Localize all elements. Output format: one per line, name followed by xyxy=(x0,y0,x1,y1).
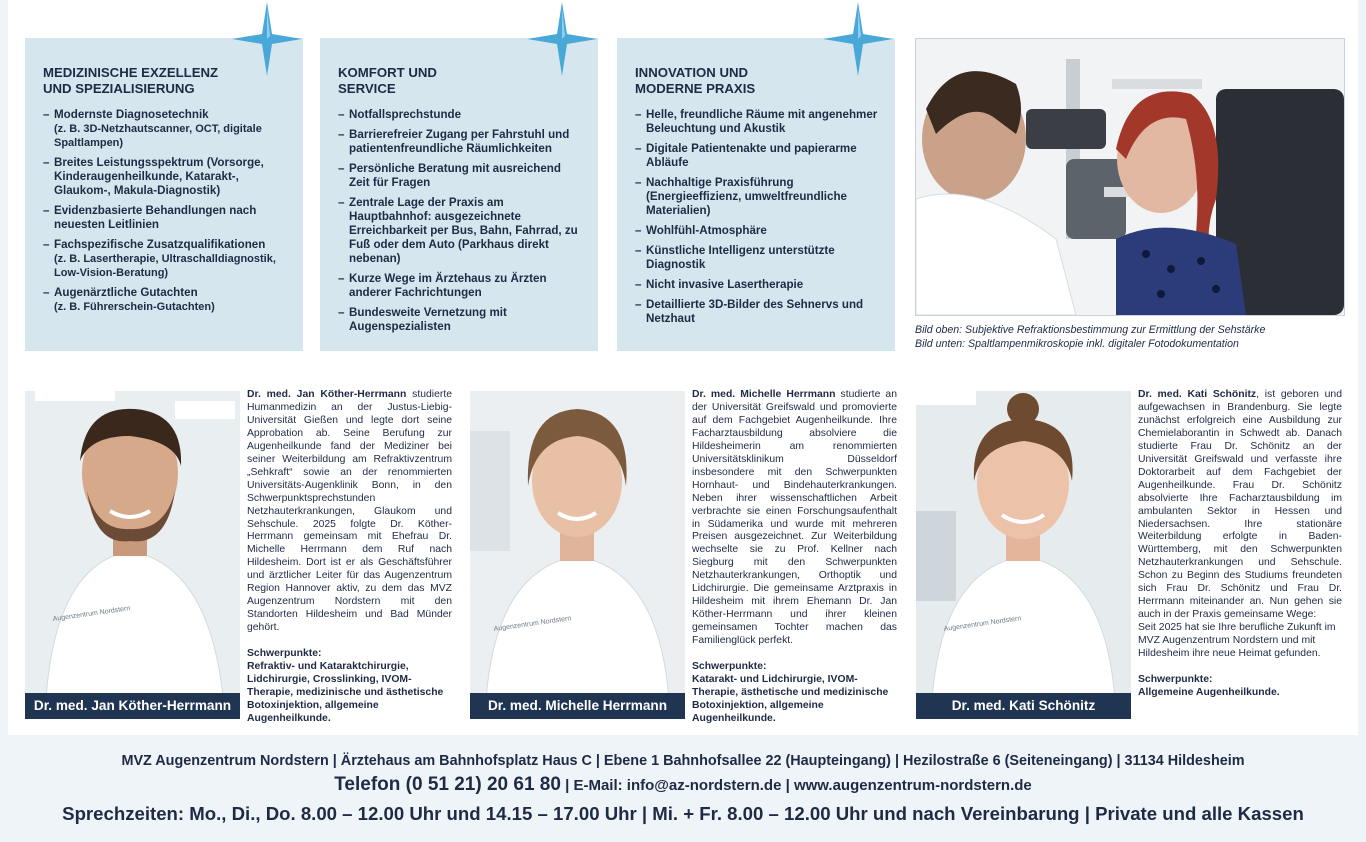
footer-hours: Sprechzeiten: Mo., Di., Do. 8.00 – 12.00 Uhr und 14.15 – 17.00 Uhr | Mi. + Fr. 8.00 – 12.00 Uhr und nach Vereinbarung | Private und alle Kassen xyxy=(62,803,1304,824)
focus-text: Allgemeine Augenheilkunde. xyxy=(1138,686,1280,698)
footer-address: MVZ Augenzentrum Nordstern | Ärztehaus am Bahnhofsplatz Haus C | Ebene 1 Bahnhofsallee 22 (Haupteingang) | Hezilostraße 6 (Seiteneingang) | 31134 Hildesheim xyxy=(121,753,1245,769)
feature-box-excellence xyxy=(25,38,303,351)
doctor-card xyxy=(470,391,685,719)
feature-item: – Notfallsprechstunde xyxy=(338,108,584,122)
feature-box-comfort xyxy=(320,38,598,351)
svg-text:Augenzentrum Nordstern: Augenzentrum Nordstern xyxy=(493,615,572,633)
doctor-portrait xyxy=(470,391,685,719)
feature-title: MEDIZINISCHE EXZELLENZ UND SPEZIALISIERUNG xyxy=(43,65,219,96)
feature-item: – Fachspezifische Zusatzqualifikationen (z. B. Lasertherapie, Ultraschalldiagnostik, Low-Vision-Beratung) xyxy=(43,238,289,280)
four-point-star-icon xyxy=(823,2,893,76)
svg-text:Augenzentrum Nordstern: Augenzentrum Nordstern xyxy=(52,605,131,623)
exam-photo xyxy=(915,38,1345,316)
doctor-bio: Dr. med. Michelle Herrmann studierte an der Universität Greifswald und promovierte auf dem Fachgebiet Augenheilkunde. Ihre Facharztausbildung absolviere die Hildesheimerin am renommierten Universitätsklinikum Düsseldorf insbesondere mit den Schwerpunkten Hornhaut- und Bindehauterkrankungen. Neben ihrer wissenschaftlichen Arbeit verbrachte sie einen Forschungsaufenthalt in Südamerika und wurde mit mehreren Preisen ausgezeichnet. Zur Weiterbildung wechselte sie zu Prof. Kellner nach Siegburg mit den Schwerpunkten Netzhauterkrankungen, Orthoptik und Lidchirurgie. Die gemeinsame Arztpraxis in Hildesheim mit ihrem Ehemann Dr. Jan Köther-Herrmann und ihrer kleinen gemeinsamen Tochter machen das Familienglück perfekt. Schwerpunkte: Katarakt- und Lidchirurgie, IVOM-Therapie, ästhetische und medizinische Botoxinjektion, allgemeine Augenheilkunde. xyxy=(692,389,897,724)
doctor-portrait xyxy=(25,391,240,719)
focus-heading: Schwerpunkte: xyxy=(1138,674,1213,686)
four-point-star-icon xyxy=(527,2,597,76)
doctor-card xyxy=(916,391,1131,719)
feature-item: – Persönliche Beratung mit ausreichend Zeit für Fragen xyxy=(338,162,584,190)
feature-list xyxy=(43,108,289,314)
feature-title: INNOVATION UND MODERNE PRAXIS xyxy=(635,65,756,96)
feature-item: – Kurze Wege im Ärztehaus zu Ärzten anderer Fachrichtungen xyxy=(338,272,584,300)
slit-lamp-exam-image xyxy=(916,39,1344,315)
doctor-card xyxy=(25,391,240,719)
photo-caption: Bild oben: Subjektive Refraktionsbestimmung zur Ermittlung der Sehstärke Bild unten: Spaltlampenmikroskopie inkl. digitaler Fotodokumentation xyxy=(915,324,1266,350)
feature-box-innovation xyxy=(617,38,895,351)
doctor-nameplate: Dr. med. Kati Schönitz xyxy=(916,693,1131,719)
feature-item: – Wohlfühl-Atmosphäre xyxy=(635,224,881,238)
feature-item: – Nicht invasive Lasertherapie xyxy=(635,278,881,292)
four-point-star-icon xyxy=(232,2,302,76)
feature-item: – Nachhaltige Praxisführung (Energieeffizienz, umweltfreundliche Materialien) xyxy=(635,176,881,218)
focus-heading: Schwerpunkte: xyxy=(247,648,322,660)
focus-text: Katarakt- und Lidchirurgie, IVOM-Therapie, ästhetische und medizinische Botoxinjektion, allgemeine Augenheilkunde. xyxy=(692,674,889,724)
feature-item: – Künstliche Intelligenz unterstützte Diagnostik xyxy=(635,244,881,272)
feature-item: – Helle, freundliche Räume mit angenehmer Beleuchtung und Akustik xyxy=(635,108,881,136)
doctor-bio: Dr. med. Kati Schönitz, ist geboren und aufgewachsen in Brandenburg. Sie legte zunächst erfolgreich eine Ausbildung zur Chemielaborantin in Schwedt ab. Danach studierte Frau Dr. Schönitz an der Universität Greifswald und verfasste ihre Doktorarbeit auf dem Fachgebiet der Augenheilkunde. Frau Dr. Schönitz absolvierte Ihre Facharztausbildung im ambulanten Sektor in Hessen und Niedersachsen. Ihre stationäre Weiterbildung erfolgte in Baden-Württemberg, mit den Schwerpunkten Netzhauterkrankungen und Sehschule. Schon zu Beginn des Studiums freundeten sich Frau Dr. Schönitz und Frau Dr. Herrmann miteinander an. Nun gehen sie auch in der Praxis gemeinsame Wege: Seit 2025 hat sie Ihre berufliche Zukunft im MVZ Augenzentrum Nordstern und mit Hildesheim ihre neue Heimat gefunden. Schwerpunkte: Allgemeine Augenheilkunde. xyxy=(1138,389,1342,698)
footer-phone: Telefon (0 51 21) 20 61 80 xyxy=(334,774,561,795)
doctor-portrait xyxy=(916,391,1131,719)
svg-text:Augenzentrum Nordstern: Augenzentrum Nordstern xyxy=(943,615,1022,633)
feature-list xyxy=(338,108,584,334)
feature-item: – Bundesweite Vernetzung mit Augenspezialisten xyxy=(338,306,584,334)
feature-item: – Barrierefreier Zugang per Fahrstuhl und patientenfreundliche Räumlichkeiten xyxy=(338,128,584,156)
feature-item: – Detaillierte 3D-Bilder des Sehnervs und Netzhaut xyxy=(635,298,881,326)
feature-list xyxy=(635,108,881,326)
footer-contact xyxy=(0,774,1366,796)
focus-text: Refraktiv- und Kataraktchirurgie, Lidchirurgie, Crosslinking, IVOM-Therapie, medizinische und ästhetische Botoxinjektion, allgemeine Augenheilkunde. xyxy=(247,661,444,724)
feature-item: – Zentrale Lage der Praxis am Hauptbahnhof: ausgezeichnete Erreichbarkeit per Bus, Bahn, Fahrrad, zu Fuß oder dem Auto (Parkhaus direkt nebenan) xyxy=(338,196,584,266)
footer-email-web: | E-Mail: info@az-nordstern.de | www.augenzentrum-nordstern.de xyxy=(565,777,1032,794)
feature-item: – Digitale Patientenakte und papierarme Abläufe xyxy=(635,142,881,170)
doctor-bio: Dr. med. Jan Köther-Herrmann studierte Humanmedizin an der Justus-Liebig-Universität Gießen und legte dort seine Approbation ab. Seine Berufung zur Augenheilkunde fand der Mediziner bei seiner Weiterbildung am Refraktivzentrum „Sehkraft“ sowie an der renommierten Universitäts-Augenklinik Bonn, in den Schwerpunktsprechstunden Netzhauterkrankungen, Glaukom und Sehschule. 2025 folgte Dr. Köther-Herrmann gemeinsam mit Ehefrau Dr. Michelle Herrmann dem Ruf nach Hildesheim. Dort ist er als Geschäftsführer und ärztlicher Leiter für das Augenzentrum Region Hannover aktiv, zu dem das MVZ Augenzentrum Nordstern mit den Standorten Hildesheim und Bad Münder gehört. Schwerpunkte: Refraktiv- und Kataraktchirurgie, Lidchirurgie, Crosslinking, IVOM-Therapie, medizinische und ästhetische Botoxinjektion, allgemeine Augenheilkunde. xyxy=(247,389,453,724)
doctor-nameplate: Dr. med. Michelle Herrmann xyxy=(470,693,685,719)
doctor-nameplate: Dr. med. Jan Köther-Herrmann xyxy=(25,693,240,719)
feature-item: – Augenärztliche Gutachten (z. B. Führerschein-Gutachten) xyxy=(43,286,289,314)
feature-item: – Evidenzbasierte Behandlungen nach neuesten Leitlinien xyxy=(43,204,289,232)
feature-item: – Breites Leistungsspektrum (Vorsorge, Kinderaugenheilkunde, Katarakt-, Glaukom-, Makula-Diagnostik) xyxy=(43,156,289,198)
feature-item: – Modernste Diagnosetechnik (z. B. 3D-Netzhautscanner, OCT, digitale Spaltlampen) xyxy=(43,108,289,150)
feature-title: KOMFORT UND SERVICE xyxy=(338,65,437,96)
focus-heading: Schwerpunkte: xyxy=(692,661,767,673)
